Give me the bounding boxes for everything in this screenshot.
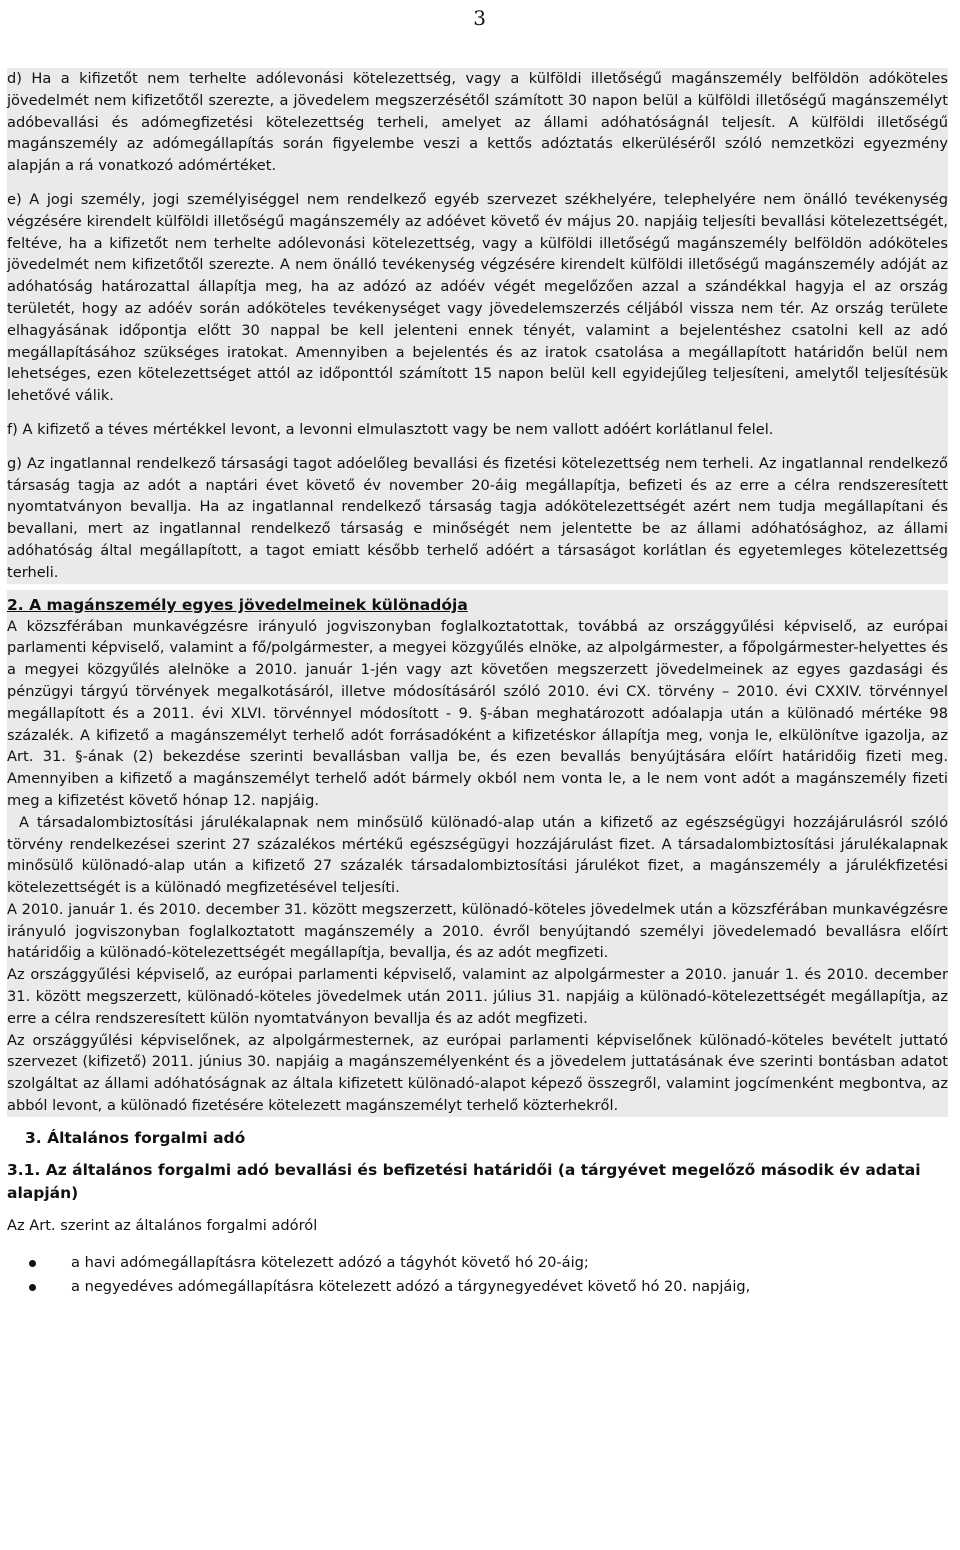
section-3-block: [7, 1127, 948, 1299]
list-item: [7, 1275, 948, 1299]
list-item-text: a negyedéves adómegállapításra kötelezett adózó a tárgynegyedévet követő hó 20. napjáig,: [71, 1277, 751, 1295]
section-2-paragraph-5: Az országgyűlési képviselőnek, az alpolgármesternek, az európai parlamenti képviselőnek különadó-köteles bevételt juttató szervezet (kifizető) 2011. június 30. napjáig a magánszemélyenként és a jövedelem juttatásának éve szerinti bontásban adatot szolgáltat az állami adóhatóságnak az általa kifizetett különadó-alapot képező összegről, valamint jogcímenként megbontva, az abból levont, a különadó fizetésére kötelezett magánszemélyt terhelő közterhekről.: [7, 1031, 948, 1115]
section-3-1-heading: 3.1. Az általános forgalmi adó bevallási és befizetési határidői (a tárgyévet megelőző második év adatai alapján): [7, 1160, 921, 1202]
paragraph-g: g) Az ingatlannal rendelkező társasági tagot adóelőleg bevallási és fizetési kötelezettség nem terheli. Az ingatlannal rendelkező társaság tagja az adót a naptári évet követő év november 20-áig megállapítja, befizeti és az erre a célra rendszeresített nyomtatványon bevallja. Ha az ingatlannal rendelkező társaság tagja adókötelezettségét azért nem tudja megállapítani és bevallani, mert az ingatlannal rendelkező társaság e minőségét nem jelentette be az állami adóhatósághoz, az állami adóhatóság által megállapított, a tagot emiatt később terhelő adóért a társaságot korlátlan és egyetemleges kötelezettség terheli.: [7, 454, 948, 581]
list-item: [7, 1251, 948, 1275]
list-item-text: a havi adómegállapításra kötelezett adózó a tágyhót követő hó 20-áig;: [71, 1253, 589, 1271]
section-2-paragraph-2: A társadalombiztosítási járulékalapnak nem minősülő különadó-alap után a kifizető az egészségügyi hozzájárulásról szóló törvény rendelkezései szerint 27 százalékos mértékű egészségügyi hozzájárulást fizet. A társadalombiztosítási járulékalapnak minősülő különadó-alap után a kifizető 27 százalék társadalombiztosítási járulékot fizet, a magánszemély a járulékfizetési kötelezettségét is a különadó megfizetésével teljesíti.: [7, 813, 948, 897]
section-2-paragraph-4: Az országgyűlési képviselő, az európai parlamenti képviselő, valamint az alpolgármester a 2010. január 1. és 2010. december 31. között megszerzett, különadó-köteles jövedelmek után 2011. július 31. napjáig a különadó-kötelezettségét megállapítja, az erre a célra rendszeresített külön nyomtatványon bevallja és az adót megfizeti.: [7, 966, 948, 1027]
section-2-paragraph-3: A 2010. január 1. és 2010. december 31. között megszerzett, különadó-köteles jövedelmek után a közszférában munkavégzésre irányuló jogviszonyban foglalkoztatott magánszemély a 2010. évről benyújtandó személyi jövedelemadó bevallásra előírt határidőig a különadó-kötelezettségét megállapítja, bevallja, és az adót megfizeti.: [7, 900, 948, 962]
section-3-bullet-list: [7, 1251, 948, 1299]
section-2-block: [7, 590, 948, 1117]
bullet-icon: [29, 1260, 36, 1267]
page-number: 3: [473, 6, 486, 30]
section-3-heading: 3. Általános forgalmi adó: [25, 1128, 246, 1147]
paragraph-block-d-g: [7, 68, 948, 584]
document-body: [7, 68, 948, 1299]
section-2-heading: 2. A magánszemély egyes jövedelmeinek különadója: [7, 595, 468, 614]
paragraph-e: e) A jogi személy, jogi személyiséggel nem rendelkező egyéb szervezet székhelyére, telephelyére nem önálló tevékenység végzésére kirendelt külföldi illetőségű magánszemély az adóévet követő év május 20. napjáig teljesíti bevallási kötelezettségét, feltéve, ha a kifizetőt nem terhelte adólevonási kötelezettség, vagy a külföldi illetőségű magánszemély belföldön adóköteles jövedelmét nem kifizetőtől szerezte. A nem önálló tevékenység végzésére kirendelt külföldi illetőségű magánszemély adóját az adóhatóság határozattal állapítja meg, ha az adózó az adóév végét megelőzően azzal a szándékkal hagyja el az ország területét, hogy az adóév során adóköteles tevékenységet vagy jövedelemszerzés céljából vissza nem tér. Az ország területe elhagyásának időpontja előtt 30 nappal be kell jelenteni ennek tényét, valamint a bejelentéshez csatolni kell az adó megállapításához szükséges iratokat. Amennyiben a bejelentés és az iratok csatolása a megállapított határidőn belül nem lehetséges, ezen kötelezettséget attól az időponttól számított 15 napon belül kell egyidejűleg teljesíteni, amelytől teljesítésük lehetővé válik.: [7, 190, 948, 405]
section-2-paragraph-1: A közszférában munkavégzésre irányuló jogviszonyban foglalkoztatottak, továbbá az országgyűlési képviselő, az európai parlamenti képviselő, valamint a fő/polgármester, a megyei közgyűlés elnöke, az alpolgármester, a főpolgármester-helyettes és a megyei közgyűlés alelnöke a 2010. január 1-jén vagy azt követően megszerzett jövedelmeinek az egyes gazdasági és pénzügyi tárgyú törvények megalkotásáról, illetve módosításáról szóló 2010. évi CX. törvény – 2010. évi CXXIV. törvénnyel megállapított és a 2011. évi XLVI. törvénnyel módosított - 9. §-ában meghatározott adóalapja után a különadó mértéke 98 százalék. A kifizető a magánszemélyt terhelő adót forrásadóként a kifizetéskor állapítja meg, vonja le, elkülönítve igazolja, az Art. 31. §-ának (2) bekezdése szerinti bevallásban vallja be, és ezen bevallás benyújtására előírt határidőig fizeti meg. Amennyiben a kifizető a magánszemélyt terhelő adót bármely okból nem vonta le, a le nem vont adót a magánszemély fizeti meg a kifizetést követő hónap 12. napjáig.: [7, 617, 948, 809]
paragraph-f: f) A kifizető a téves mértékkel levont, a levonni elmulasztott vagy be nem vallott adóért korlátlanul felel.: [7, 420, 774, 438]
bullet-icon: [29, 1284, 36, 1291]
section-3-intro: Az Art. szerint az általános forgalmi adóról: [7, 1216, 318, 1234]
paragraph-d: d) Ha a kifizetőt nem terhelte adólevonási kötelezettség, vagy a külföldi illetőségű magánszemély belföldön adóköteles jövedelmét nem kifizetőtől szerezte, a jövedelem megszerzésétől számított 30 napon belül a külföldi illetőségű magánszemélyt adóbevallási és adómegfizetési kötelezettség terheli, amelyet az állami adóhatóságnál teljesít. A külföldi illetőségű magánszemély az adómegállapítás során figyelembe veszi a kettős adóztatás elkerüléséről szóló nemzetközi egyezmény alapján a rá vonatkozó adómértéket.: [7, 70, 948, 175]
